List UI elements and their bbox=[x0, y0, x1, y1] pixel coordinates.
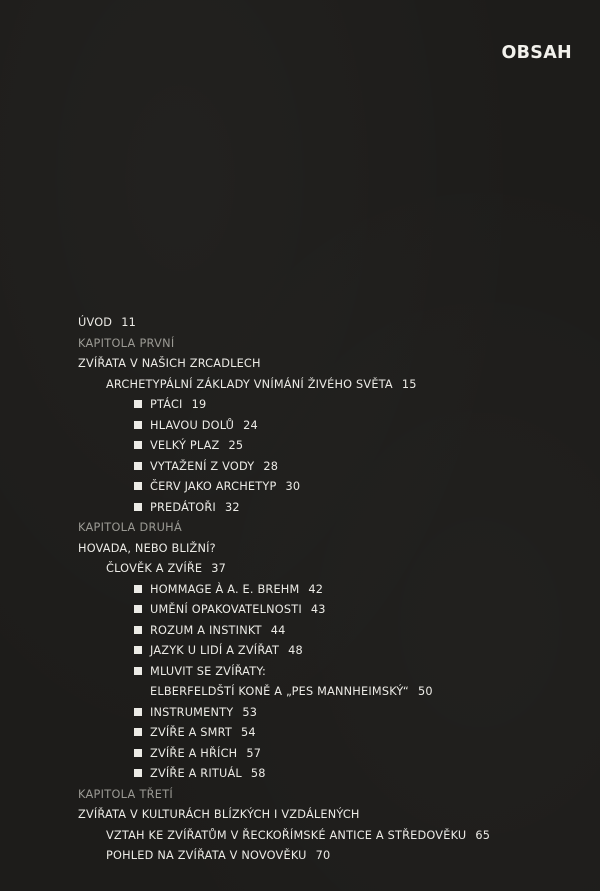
toc-section-novovek[interactable] bbox=[106, 849, 330, 863]
square-bullet-icon bbox=[134, 605, 142, 613]
toc-page-number: 53 bbox=[242, 706, 258, 719]
toc-item[interactable] bbox=[134, 726, 256, 740]
toc-entry-text: PREDÁTOŘI bbox=[150, 501, 216, 514]
square-bullet-icon bbox=[134, 667, 142, 675]
square-bullet-icon bbox=[134, 728, 142, 736]
square-bullet-icon bbox=[134, 749, 142, 757]
chapter-title-2[interactable]: HOVADA, NEBO BLIŽNÍ? bbox=[78, 542, 216, 555]
chapter-title-3[interactable]: ZVÍŘATA V KULTURÁCH BLÍZKÝCH I VZDÁLENÝCH bbox=[78, 808, 360, 821]
toc-entry-text: INSTRUMENTY bbox=[150, 706, 234, 719]
toc-page-number: 54 bbox=[240, 726, 256, 739]
toc-item[interactable] bbox=[134, 460, 278, 474]
square-bullet-icon bbox=[134, 400, 142, 408]
chapter-label-3: KAPITOLA TŘETÍ bbox=[78, 788, 174, 801]
toc-page-number: 58 bbox=[250, 767, 266, 780]
square-bullet-icon bbox=[134, 503, 142, 511]
toc-item[interactable] bbox=[134, 644, 303, 658]
toc-page-number: 65 bbox=[475, 829, 491, 842]
square-bullet-icon bbox=[134, 626, 142, 634]
square-bullet-icon bbox=[134, 421, 142, 429]
toc-section-antika[interactable] bbox=[106, 829, 490, 843]
toc-page-number: 57 bbox=[246, 747, 262, 760]
chapter-label-1: KAPITOLA PRVNÍ bbox=[78, 337, 175, 350]
toc-page-number: 48 bbox=[288, 644, 303, 657]
toc-page-number: 42 bbox=[308, 583, 324, 596]
toc-page-number: 11 bbox=[121, 316, 136, 329]
toc-page-number: 37 bbox=[211, 562, 227, 575]
toc-entry-text: ÚVOD bbox=[78, 316, 113, 329]
toc-page-number: 28 bbox=[263, 460, 279, 473]
square-bullet-icon bbox=[134, 708, 142, 716]
toc-entry-text: UMĚNÍ OPAKOVATELNOSTI bbox=[150, 603, 302, 616]
chapter-label-2: KAPITOLA DRUHÁ bbox=[78, 521, 182, 534]
toc-section-clovek[interactable] bbox=[106, 562, 226, 576]
toc-entry-text: ZVÍŘE A RITUÁL bbox=[150, 767, 242, 780]
toc-entry-text: VYTAŽENÍ Z VODY bbox=[150, 460, 255, 473]
toc-entry-uvod[interactable] bbox=[78, 316, 136, 330]
toc-item[interactable] bbox=[134, 767, 266, 781]
toc-entry-text: ELBERFELDŠTÍ KONĚ A „PES MANNHEIMSKÝ“ bbox=[150, 685, 409, 698]
toc-item[interactable] bbox=[134, 624, 285, 638]
toc-entry-text: JAZYK U LIDÍ A ZVÍŘAT bbox=[150, 644, 280, 657]
toc-page-number: 32 bbox=[224, 501, 240, 514]
toc-entry-text: VELKÝ PLAZ bbox=[150, 439, 220, 452]
square-bullet-icon bbox=[134, 441, 142, 449]
toc-entry-text: ČLOVĚK A ZVÍŘE bbox=[106, 562, 203, 575]
toc-entry-text: HLAVOU DOLŮ bbox=[150, 419, 235, 432]
page-title: OBSAH bbox=[501, 43, 572, 63]
toc-entry-text: ZVÍŘE A HŘÍCH bbox=[150, 747, 238, 760]
toc-page-number: 19 bbox=[191, 398, 207, 411]
toc-entry-text: ROZUM A INSTINKT bbox=[150, 624, 262, 637]
chapter-title-1[interactable]: ZVÍŘATA V NAŠICH ZRCADLECH bbox=[78, 357, 261, 370]
toc-item[interactable] bbox=[134, 439, 243, 453]
toc-entry-text: VZTAH KE ZVÍŘATŮM V ŘECKOŘÍMSKÉ ANTICE A STŘEDOVĚKU bbox=[106, 829, 467, 842]
square-bullet-icon bbox=[134, 585, 142, 593]
toc-page-number: 24 bbox=[243, 419, 258, 432]
toc-page-number: 25 bbox=[228, 439, 244, 452]
toc-entry-text: PTÁCI bbox=[150, 398, 183, 411]
toc-page-number: 30 bbox=[285, 480, 301, 493]
toc-item[interactable] bbox=[134, 583, 323, 597]
toc-item[interactable] bbox=[134, 747, 261, 761]
toc-item[interactable] bbox=[134, 665, 266, 679]
toc-page-number: 44 bbox=[270, 624, 286, 637]
toc-entry-text: HOMMAGE À A. E. BREHM bbox=[150, 583, 300, 596]
toc-entry-text: ARCHETYPÁLNÍ ZÁKLADY VNÍMÁNÍ ŽIVÉHO SVĚTA bbox=[106, 378, 393, 391]
toc-entry-text: POHLED NA ZVÍŘATA V NOVOVĚKU bbox=[106, 849, 307, 862]
toc-entry-text: ČERV JAKO ARCHETYP bbox=[150, 480, 277, 493]
toc-item-continuation[interactable] bbox=[150, 685, 433, 699]
toc-item[interactable] bbox=[134, 398, 206, 412]
toc-page-number: 50 bbox=[417, 685, 433, 698]
square-bullet-icon bbox=[134, 646, 142, 654]
toc-item[interactable] bbox=[134, 603, 326, 617]
toc-item[interactable] bbox=[134, 480, 300, 494]
toc-item[interactable] bbox=[134, 419, 258, 433]
toc-page-number: 43 bbox=[310, 603, 326, 616]
toc-item[interactable] bbox=[134, 706, 257, 720]
square-bullet-icon bbox=[134, 482, 142, 490]
toc-section-archetypalni[interactable] bbox=[106, 378, 417, 392]
square-bullet-icon bbox=[134, 462, 142, 470]
toc-entry-text: ZVÍŘE A SMRT bbox=[150, 726, 232, 739]
toc-page-number: 15 bbox=[401, 378, 417, 391]
square-bullet-icon bbox=[134, 769, 142, 777]
toc-entry-text: MLUVIT SE ZVÍŘATY: bbox=[150, 665, 266, 678]
toc-item[interactable] bbox=[134, 501, 240, 515]
toc-page-number: 70 bbox=[315, 849, 331, 862]
